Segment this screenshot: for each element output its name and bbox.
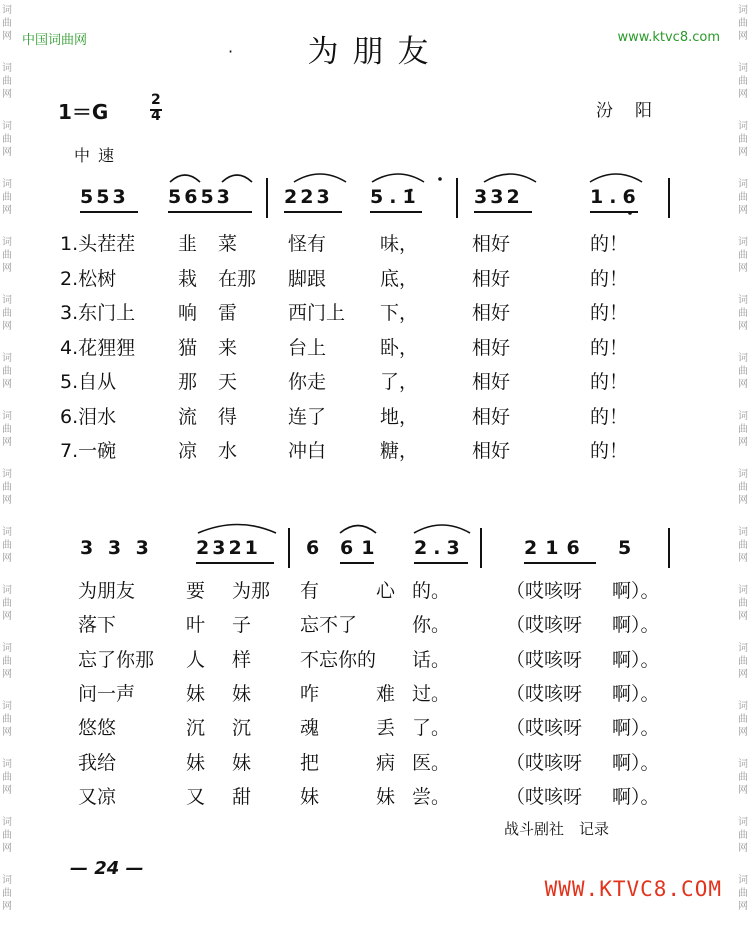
lyric-word: 响: [178, 302, 198, 324]
lyric-word: 咋: [300, 682, 320, 705]
lyric-word: 为那: [232, 580, 271, 602]
lyric-word: 地，: [380, 405, 419, 428]
lyric-word: 味，: [380, 233, 419, 255]
lyric-word: 下，: [380, 302, 419, 324]
side-watermark-glyph: 词: [738, 875, 748, 886]
lyric-word: 的。: [412, 580, 451, 602]
lyric-word: 啊）。: [612, 785, 660, 808]
side-watermark-glyph: 网: [738, 437, 748, 448]
side-watermark-glyph: 曲: [2, 76, 12, 87]
lyric-word: 啊）。: [612, 648, 660, 671]
lyric-word: 西门上: [288, 302, 346, 324]
side-watermark-glyph: 曲: [2, 366, 12, 377]
side-watermark-glyph: 网: [2, 379, 12, 390]
side-watermark-glyph: 词: [738, 759, 748, 770]
lyric-word: 的！: [590, 233, 629, 255]
site-url-right[interactable]: www.ktvc8.com: [617, 30, 720, 45]
lyric-word: 妹: [300, 785, 320, 808]
side-watermark-glyph: 网: [738, 727, 748, 738]
side-watermark-glyph: 曲: [738, 888, 748, 899]
side-watermark-glyph: 曲: [2, 18, 12, 29]
lyric-word: 相好: [472, 233, 511, 255]
lyric-word: 天: [218, 371, 238, 393]
lyric-word: 猫: [178, 336, 198, 359]
beam-line: [80, 211, 138, 213]
lyric-word: 那: [178, 371, 198, 393]
lyric-word: 了，: [380, 371, 419, 393]
lyric-word: 病: [376, 751, 396, 774]
lyric-word: 脚跟: [288, 267, 327, 290]
side-watermark-glyph: 网: [738, 901, 748, 912]
side-watermark-glyph: 词: [738, 179, 748, 190]
lyric-word: （哎咳呀: [506, 580, 583, 602]
lyric-word: 的！: [590, 440, 629, 462]
left-watermark-column: [0, 0, 14, 927]
side-watermark-glyph: 词: [738, 643, 748, 654]
side-watermark-glyph: 曲: [2, 772, 12, 783]
side-watermark-glyph: 曲: [738, 830, 748, 841]
lyric-word: 7.一碗: [60, 440, 117, 462]
side-watermark-glyph: 曲: [738, 714, 748, 725]
side-watermark-glyph: 曲: [738, 366, 748, 377]
lyric-word: 妹: [186, 751, 206, 774]
side-watermark-glyph: 曲: [2, 250, 12, 261]
side-watermark-glyph: 词: [2, 469, 12, 480]
lyric-word: 话。: [412, 648, 451, 671]
lyric-word: 有: [300, 580, 320, 602]
note-group: 5: [618, 537, 635, 559]
side-watermark-glyph: 词: [738, 121, 748, 132]
lyric-word: 相好: [472, 440, 511, 462]
right-watermark-column: [736, 0, 750, 927]
lyric-word: 冲白: [288, 440, 327, 462]
lyric-word: 啊）。: [612, 751, 660, 774]
side-watermark-glyph: 曲: [738, 540, 748, 551]
lyric-word: 雷: [218, 302, 238, 324]
lyric-word: 2.松树: [60, 267, 117, 290]
side-watermark-glyph: 词: [738, 353, 748, 364]
lyric-word: （哎咳呀: [506, 614, 583, 637]
lyric-word: 医。: [412, 751, 451, 774]
side-watermark-glyph: 曲: [738, 598, 748, 609]
lyric-word: 悠悠: [78, 717, 117, 740]
side-watermark-glyph: 词: [2, 585, 12, 596]
lyric-word: 3.东门上: [60, 302, 136, 324]
lyric-word: 6.泪水: [60, 405, 117, 428]
lyric-word: 台上: [288, 336, 327, 359]
lyric-word: 凉: [178, 440, 198, 462]
lyric-word: 栽: [178, 267, 198, 290]
note-group: 5653: [168, 186, 233, 208]
note-group: 6: [306, 537, 323, 559]
side-watermark-glyph: 曲: [2, 714, 12, 725]
lyric-word: 连了: [288, 405, 327, 428]
tempo-marking: 中速: [74, 146, 123, 165]
lyric-word: 不忘你的: [300, 648, 377, 671]
lyric-word: 啊）。: [612, 717, 660, 740]
side-watermark-glyph: 曲: [2, 830, 12, 841]
side-watermark-glyph: 网: [2, 147, 12, 158]
lyric-word: 又: [186, 785, 206, 808]
side-watermark-glyph: 词: [2, 527, 12, 538]
side-watermark-glyph: 曲: [2, 482, 12, 493]
side-watermark-glyph: 网: [738, 89, 748, 100]
beam-line: [414, 562, 468, 564]
side-watermark-glyph: 曲: [2, 598, 12, 609]
note-group: 332: [474, 186, 523, 208]
side-watermark-glyph: 曲: [738, 250, 748, 261]
lyric-word: 沉: [186, 717, 206, 740]
beam-line: [284, 211, 342, 213]
side-watermark-glyph: 词: [2, 701, 12, 712]
lyric-word: 妹: [376, 785, 396, 808]
key-signature: 1＝G: [58, 100, 109, 124]
side-watermark-glyph: 曲: [738, 424, 748, 435]
side-watermark-glyph: 词: [2, 643, 12, 654]
lyric-word: （哎咳呀: [506, 785, 583, 808]
title-dot: ·: [228, 42, 234, 61]
side-watermark-glyph: 网: [738, 31, 748, 42]
lyric-word: 卧，: [380, 336, 419, 359]
side-watermark-glyph: 网: [2, 901, 12, 912]
beam-line: [196, 562, 274, 564]
lyric-word: 相好: [472, 336, 511, 359]
lyric-word: 1.头茬茬: [60, 233, 136, 255]
side-watermark-glyph: 词: [2, 179, 12, 190]
side-watermark-glyph: 网: [2, 669, 12, 680]
side-watermark-glyph: 词: [2, 63, 12, 74]
note-group: 3 3 3: [80, 537, 153, 559]
beam-line: [524, 562, 596, 564]
lyric-word: 怪有: [288, 233, 327, 255]
side-watermark-glyph: 词: [738, 527, 748, 538]
side-watermark-glyph: 网: [738, 321, 748, 332]
lyric-word: （哎咳呀: [506, 717, 583, 740]
lyric-word: 妹: [232, 682, 252, 705]
lyric-word: 你。: [412, 614, 451, 637]
lyric-word: （哎咳呀: [506, 648, 583, 671]
lyric-word: 水: [218, 440, 238, 462]
lyric-word: 样: [232, 648, 252, 671]
lyric-word: 魂: [300, 717, 320, 740]
lyric-word: 忘不了: [300, 614, 358, 637]
side-watermark-glyph: 曲: [2, 424, 12, 435]
lyric-word: 相好: [472, 371, 511, 393]
side-watermark-glyph: 网: [2, 611, 12, 622]
site-name-left[interactable]: 中国词曲网: [22, 33, 88, 48]
bar-line: [480, 528, 482, 568]
note-group: 216: [524, 537, 588, 559]
side-watermark-glyph: 词: [738, 411, 748, 422]
side-watermark-glyph: 曲: [738, 656, 748, 667]
beam-line: [474, 211, 532, 213]
side-watermark-glyph: 网: [2, 843, 12, 854]
side-watermark-glyph: 词: [738, 5, 748, 16]
meter-numerator: 2: [151, 92, 161, 108]
lyric-word: 子: [232, 614, 252, 637]
lyric-word: 流: [178, 405, 198, 428]
lyric-word: 沉: [232, 717, 252, 740]
side-watermark-glyph: 词: [2, 411, 12, 422]
lyric-word: 难: [376, 682, 396, 705]
side-watermark-glyph: 曲: [738, 308, 748, 319]
side-watermark-glyph: 网: [738, 843, 748, 854]
lyric-word: 问一声: [78, 682, 136, 705]
lyric-word: （哎咳呀: [506, 751, 583, 774]
lyric-word: （哎咳呀: [506, 682, 583, 705]
lyric-word: 底，: [380, 267, 419, 290]
lyric-word: 5.自从: [60, 371, 117, 393]
side-watermark-glyph: 网: [738, 147, 748, 158]
meter-denominator: 4: [151, 108, 161, 124]
lyric-word: 啊）。: [612, 614, 660, 637]
side-watermark-glyph: 词: [2, 353, 12, 364]
lyric-word: 的！: [590, 302, 629, 324]
side-watermark-glyph: 曲: [2, 888, 12, 899]
beam-line: [590, 211, 638, 213]
song-title: 为朋友: [307, 34, 443, 70]
lyric-word: 又凉: [78, 785, 117, 808]
lyric-word: 过。: [412, 682, 451, 705]
lyric-word: 我给: [78, 751, 117, 774]
side-watermark-glyph: 曲: [2, 656, 12, 667]
note-group: 223: [284, 186, 333, 208]
side-watermark-glyph: 网: [2, 727, 12, 738]
side-watermark-glyph: 词: [2, 295, 12, 306]
lyric-word: 4.花狸狸: [60, 336, 136, 359]
side-watermark-glyph: 曲: [738, 482, 748, 493]
beam-line: [370, 211, 422, 213]
lyric-word: 叶: [186, 614, 206, 637]
side-watermark-glyph: 曲: [2, 308, 12, 319]
note-group: 5.1̇: [370, 186, 422, 208]
side-watermark-glyph: 词: [738, 63, 748, 74]
side-watermark-glyph: 网: [2, 89, 12, 100]
beam-line: [340, 562, 374, 564]
bar-line: [668, 528, 670, 568]
lyric-word: 在那: [218, 267, 257, 290]
side-watermark-glyph: 网: [738, 263, 748, 274]
author-credit: 汾阳: [596, 101, 674, 121]
lyric-word: 落下: [78, 614, 117, 637]
bar-line: [288, 528, 290, 568]
side-watermark-glyph: 曲: [738, 134, 748, 145]
side-watermark-glyph: 网: [2, 321, 12, 332]
side-watermark-glyph: 曲: [2, 134, 12, 145]
bar-line: [266, 178, 268, 218]
lyric-word: 了。: [412, 717, 451, 740]
side-watermark-glyph: 网: [2, 553, 12, 564]
side-watermark-glyph: 网: [2, 437, 12, 448]
side-watermark-glyph: 网: [738, 205, 748, 216]
bar-line: [456, 178, 458, 218]
side-watermark-glyph: 词: [738, 817, 748, 828]
side-watermark-glyph: 网: [738, 611, 748, 622]
lyric-word: 你走: [288, 371, 327, 393]
lyric-word: 为朋友: [78, 580, 136, 602]
side-watermark-glyph: 网: [2, 785, 12, 796]
note-group: 2.3: [414, 537, 466, 559]
lyric-word: 韭: [178, 233, 198, 255]
side-watermark-glyph: 曲: [2, 540, 12, 551]
side-watermark-glyph: 词: [2, 121, 12, 132]
side-watermark-glyph: 词: [2, 875, 12, 886]
side-watermark-glyph: 网: [2, 263, 12, 274]
side-watermark-glyph: 网: [2, 31, 12, 42]
lyric-word: 尝。: [412, 785, 451, 808]
side-watermark-glyph: 曲: [2, 192, 12, 203]
note-group: 553: [80, 186, 129, 208]
lyric-word: 的！: [590, 336, 629, 359]
lyric-word: 人: [186, 648, 206, 671]
side-watermark-glyph: 曲: [738, 18, 748, 29]
side-watermark-glyph: 词: [738, 469, 748, 480]
side-watermark-glyph: 网: [738, 495, 748, 506]
side-watermark-glyph: 词: [738, 585, 748, 596]
side-watermark-glyph: 词: [2, 759, 12, 770]
lyric-word: 忘了你那: [78, 648, 155, 671]
side-watermark-glyph: 词: [738, 295, 748, 306]
lyric-word: 把: [300, 751, 320, 774]
lyric-word: 心: [376, 580, 396, 602]
side-watermark-glyph: 词: [2, 237, 12, 248]
beam-line: [168, 211, 252, 213]
side-watermark-glyph: 词: [2, 817, 12, 828]
lyric-word: 相好: [472, 267, 511, 290]
lyric-word: 丢: [376, 717, 396, 740]
side-watermark-glyph: 词: [738, 237, 748, 248]
bar-line: [668, 178, 670, 218]
side-watermark-glyph: 词: [738, 701, 748, 712]
side-watermark-glyph: 网: [738, 553, 748, 564]
lyric-word: 的！: [590, 371, 629, 393]
page-number: — 24 —: [70, 858, 144, 879]
side-watermark-glyph: 网: [738, 785, 748, 796]
recorded-by-credit: 战斗剧社 记录: [504, 820, 610, 838]
note-group: 2321: [196, 537, 261, 559]
lyric-word: 得: [218, 405, 238, 428]
lyric-word: 相好: [472, 302, 511, 324]
lyric-word: 妹: [232, 751, 252, 774]
note-group: 1.6: [590, 186, 642, 208]
side-watermark-glyph: 网: [2, 495, 12, 506]
lyric-word: 啊）。: [612, 580, 660, 602]
lyric-word: 来: [218, 336, 238, 359]
lyric-word: 甜: [232, 785, 252, 808]
lyric-word: 相好: [472, 405, 511, 428]
side-watermark-glyph: 曲: [738, 772, 748, 783]
note-group: 61: [340, 537, 383, 559]
lyric-word: 啊）。: [612, 682, 660, 705]
lyric-word: 菜: [218, 233, 238, 255]
side-watermark-glyph: 曲: [738, 192, 748, 203]
lyric-word: 要: [186, 580, 206, 602]
side-watermark-glyph: 网: [2, 205, 12, 216]
watermark-url: WWW.KTVC8.COM: [544, 877, 722, 901]
lyric-word: 的！: [590, 405, 629, 428]
lyric-word: 糖，: [380, 440, 419, 462]
lyric-word: 的！: [590, 267, 629, 290]
side-watermark-glyph: 网: [738, 379, 748, 390]
side-watermark-glyph: 曲: [738, 76, 748, 87]
side-watermark-glyph: 网: [738, 669, 748, 680]
lyric-word: 妹: [186, 682, 206, 705]
side-watermark-glyph: 词: [2, 5, 12, 16]
